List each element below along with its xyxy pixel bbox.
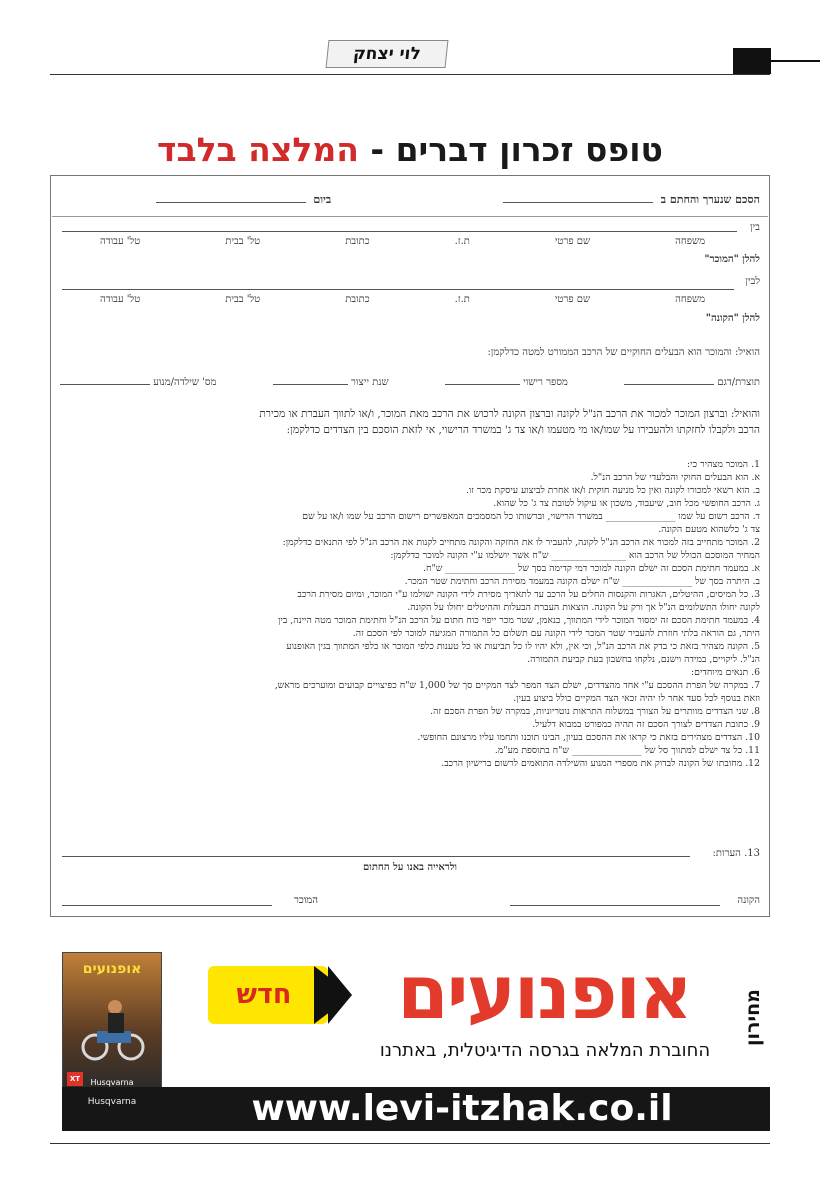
agreement-line <box>60 193 760 206</box>
field-label: שם פרטי <box>554 294 591 305</box>
field-label: שם פרטי <box>554 236 591 247</box>
form-divider <box>52 216 768 217</box>
vehicle-model-blank[interactable] <box>624 384 714 385</box>
clause: 11. כל צד ישלם למתווך סל של _______________ ש"ח בתוספת מע"מ. <box>494 745 760 756</box>
whereas-sale-1: והואיל: וברצון המוכר למכור את הרכב הנ"ל לקונה וברצון הקונה לרכוש את הרכב מאת המוכר, ו/או לתווך העברת או מכירת <box>259 408 760 420</box>
clause: 9. כתובת הצדדים לצורך הסכם זה תהיה כמפורט במבוא דלעיל. <box>532 719 760 730</box>
field-label: כתובת <box>345 294 370 305</box>
agreement-day-label: ביום <box>313 193 332 206</box>
clause: הנ"ל. ליקויים, במידה וישנם, נלקחו בחשבון בעת קביעת התמורה. <box>527 654 760 665</box>
header-logo: לוי יצחק <box>326 40 449 68</box>
clause: ב. הוא רשאי למכורו לקונה ואין כל מניעה חוקית ו/או אחרת לביצוע עיסקת מכר זו. <box>465 485 760 496</box>
field-label: כתובת <box>345 236 370 247</box>
magazine-cover <box>62 952 162 1090</box>
seller-details-line[interactable] <box>62 231 737 232</box>
remarks-label: 13. הערות: <box>712 848 760 859</box>
field-label: משפחה <box>675 294 705 305</box>
license-number-blank[interactable] <box>445 384 520 385</box>
seller-label: להלן "המוכר" <box>704 254 760 265</box>
clause: 10. הצדדים מצהירים בזאת כי קראו את ההסכם בעיון, הבינו תוכנו ותחמו עליו מרצונם החופשי. <box>417 732 760 743</box>
field-label: טל' בבית <box>225 294 261 305</box>
clause: 12. מחובתו של הקונה לבדוק את מספרי המנוע והשילדה התואמים לרשום ברישיון הרכב. <box>441 758 760 769</box>
clause: 7. במקרה של הפרת ההסכם ע"י אחד מהצדדים, ישלם הצד המפר לצד המקיים סך של 1,000 ש"ח כפיצויים קבועים ומוערכים מראש, <box>274 680 760 691</box>
vehicle-field-label: תוצרת/דגם <box>717 377 760 388</box>
ad-side-text: מחירון <box>742 989 764 1047</box>
clause: ג. הרכב החופשי מכל חוב, שיעבוד, משכון או עיקול לטובת צד ג' כל שהוא. <box>493 498 760 509</box>
website-url[interactable]: www.levi-itzhak.co.il <box>251 1088 673 1129</box>
field-label: טל' עבודה <box>100 236 141 247</box>
page-title <box>50 130 770 169</box>
buyer-between-label: לבין <box>745 276 760 287</box>
header-rule <box>50 74 770 75</box>
buyer-fields <box>60 294 760 305</box>
remarks-line[interactable] <box>62 856 690 857</box>
clause: 6. תנאים מיוחדים: <box>691 667 760 678</box>
vehicle-field-label: שנת ייצור <box>351 377 389 388</box>
agreement-place-blank[interactable] <box>503 202 653 203</box>
whereas-owner: הואיל: והמוכר הוא הבעלים החוקיים של הרכב הממורט למטה כדלקמן: <box>487 347 760 358</box>
buyer-sign-label: הקונה <box>737 895 760 906</box>
field-label: משפחה <box>675 236 705 247</box>
field-label: ת.ז. <box>454 294 470 305</box>
clauses-list <box>60 458 760 770</box>
whereas-sale-2: הרכב ולקבלו לחזקתו ולהעבירו על שמו/או מי מטעמו ו/או צד ג' במשרד הרישוי, אי לזאת הוסכם בין הצדדים כדלקמן: <box>286 424 760 436</box>
clause: המחיר המוסכם הכולל של הרכב הוא ________________ ש"ח אשר יושלמו ע"י הקונה למוכר כדלקמן: <box>390 550 760 561</box>
seller-between-label: בין <box>750 222 760 233</box>
page-tab-block <box>733 48 771 74</box>
clause: א. במעמד חתימת הסכם זה ישלם הקונה למוכר דמי קדימה בסך של _______________ ש"ח. <box>423 563 760 574</box>
agreement-made-label: הסכם שנערך והחתם ב <box>660 193 760 206</box>
brand-name: Husqvarna <box>87 1097 137 1107</box>
magazine-title: אופנועים <box>82 961 142 977</box>
witness-text: ולראייה באנו על החתום <box>363 862 457 873</box>
seller-sign-label: המוכר <box>293 895 318 906</box>
footer-rule <box>50 1143 770 1144</box>
field-label: טל' עבודה <box>100 294 141 305</box>
seller-sign-line[interactable] <box>62 905 272 906</box>
clause: וזאת בנוסף לכל סעד אחר לו יהיה זכאי הצד המקיים כולל ביצוע בעין. <box>513 693 760 704</box>
agreement-date-blank[interactable] <box>156 202 306 203</box>
vehicle-field-label: מספר רישוי <box>523 377 568 388</box>
field-label: טל' בבית <box>225 236 261 247</box>
chassis-engine-blank[interactable] <box>60 384 150 385</box>
clause: ב. היתרה בסך של _______________ ש"ח ישלם הקונה במעמד מסירת הרכב וחתימת שטר המכר. <box>404 576 760 587</box>
vehicle-fields <box>60 377 760 388</box>
magazine-badge: XT <box>67 1072 83 1086</box>
buyer-label: להלן "הקונה" <box>705 313 760 324</box>
magazine-brand: Husqvarna <box>90 1078 134 1087</box>
buyer-details-line[interactable] <box>62 289 734 290</box>
ad-headline: אופנועים <box>397 950 691 1036</box>
clause: 4. במעמד חתימת הסכם זה ימסור המוכר לידי המתווך, כנאמן, שטר מכר ייפוי כוח חתום על הרכב הנ"ל וחתימת המוכר מטה היינה, בין <box>278 615 760 626</box>
clause: א. הוא הבעלים החוקי והבלעדי של הרכב הנ"ל. <box>590 472 760 483</box>
clause: 3. כל המיסים, ההיטלים, האגרות והקנסות החלים על הרכב עד לתאריך מסירת לידי הקונה ישולמו ע"י המוכר, ומיום מסירת הרכב <box>297 589 760 600</box>
clause: 2. המוכר מתחייב בזה למכור את הרכב הנ"ל לקונה, להעביר לו את החזקה והקונה מתחייב לקנות את הרכב הנ"ל לפי התנאים כדלקמן: <box>282 537 760 548</box>
motorcycle-image <box>81 993 145 1063</box>
clause: היתר, גם הוראה בלתי חוזרת להעביר שטר המכר לידי הקונה עם תשלום כל התמורה המגיעה למוכר לפי הסכם זה. <box>352 628 760 639</box>
brand-logo <box>64 1096 160 1122</box>
field-label: ת.ז. <box>454 236 470 247</box>
page-tab-line <box>771 60 820 62</box>
clause: 8. שני הצדדים מוותרים על הצורך במשלוח התראות נוטריוניות, במקרה של הפרת הסכם זה. <box>430 706 760 717</box>
title-main: טופס זכרון דברים - <box>358 130 663 169</box>
title-highlight: המלצה בלבד <box>157 130 359 169</box>
ad-tagline: החוברת המלאה בגרסה הדיגיטלית, באתרנו <box>379 1040 711 1061</box>
clause: לקונה יחולו התשלומים הנ"ל אך ורק על הקונה. הוצאות העברת הבעלות וההיטלים יחולו על הקונה. <box>407 602 760 613</box>
year-blank[interactable] <box>273 384 348 385</box>
buyer-sign-line[interactable] <box>510 905 720 906</box>
clause: ד. הרכב רשום על שמו _______________ במשרד הרישוי, וברשותו כל המסמכים המאפשרים רישום הרכב על שמו ו/או על שם <box>302 511 760 522</box>
vehicle-field-label: מס' שילדה/מנוע <box>153 377 217 388</box>
clause: צד ג' כלשהוא מטעם הקונה. <box>658 524 760 535</box>
clause: 1. המוכר מצהיר כי: <box>687 459 760 470</box>
seller-fields <box>60 236 760 247</box>
new-badge: חדש <box>236 979 292 1010</box>
clause: 5. הקונה מצהיר בזאת כי בדק את הרכב הנ"ל, וכי אין, ולא יהיו לו כל תביעות או כל טענות כלפי המוכר או כלפי המתווך בגין האופנוע <box>286 641 760 652</box>
